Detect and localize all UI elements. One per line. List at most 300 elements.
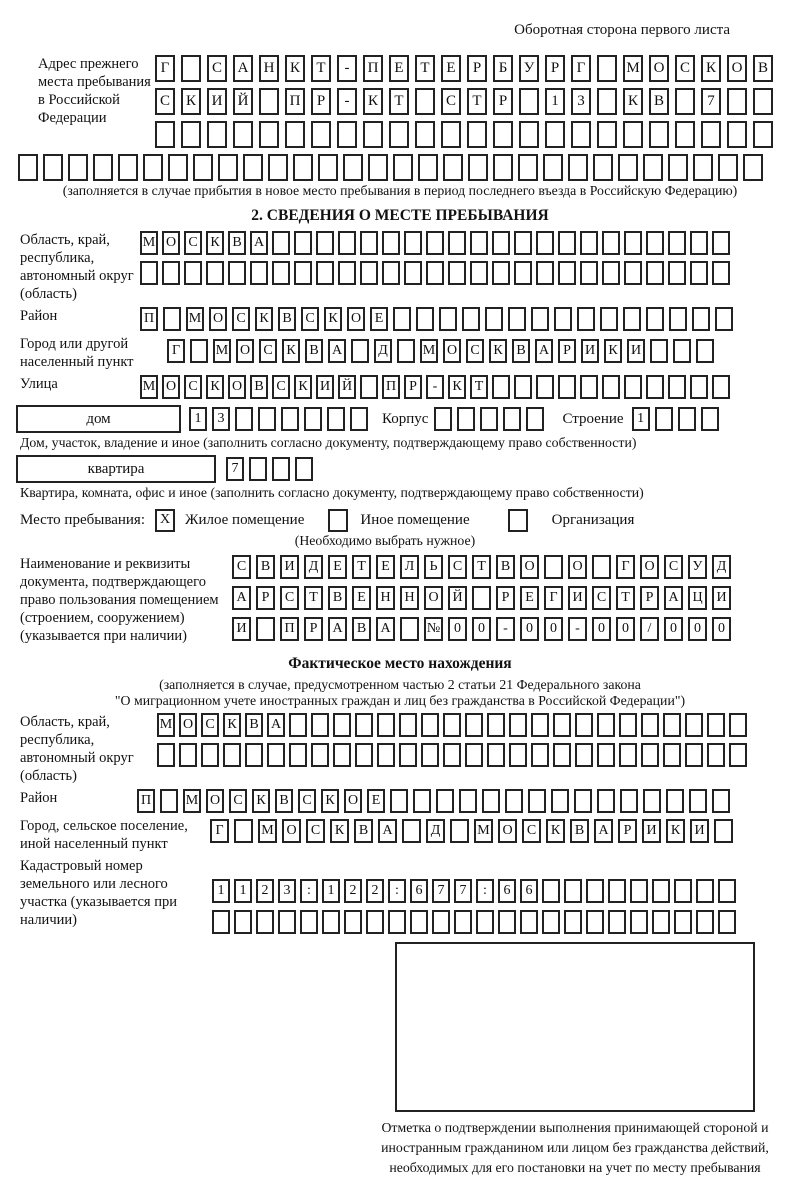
form-cell[interactable] <box>492 261 510 285</box>
form-cell[interactable]: : <box>388 879 406 903</box>
form-cell[interactable]: В <box>245 713 263 737</box>
form-cell[interactable] <box>343 154 363 181</box>
form-cell[interactable]: Т <box>470 375 488 399</box>
form-cell[interactable]: 0 <box>544 617 563 641</box>
form-cell[interactable]: 2 <box>256 879 274 903</box>
form-cell[interactable]: К <box>321 789 339 813</box>
form-cell[interactable] <box>623 307 641 331</box>
form-cell[interactable] <box>673 339 691 363</box>
form-cell[interactable] <box>646 231 664 255</box>
form-cell[interactable]: 6 <box>498 879 516 903</box>
form-cell[interactable] <box>498 910 516 934</box>
form-cell[interactable] <box>586 910 604 934</box>
form-cell[interactable] <box>454 910 472 934</box>
form-cell[interactable] <box>558 231 576 255</box>
form-cell[interactable] <box>543 154 563 181</box>
form-cell[interactable]: В <box>256 555 275 579</box>
form-cell[interactable]: М <box>157 713 175 737</box>
form-cell[interactable] <box>675 88 695 115</box>
form-cell[interactable]: 2 <box>344 879 362 903</box>
form-cell[interactable] <box>397 339 415 363</box>
form-cell[interactable]: Д <box>426 819 445 843</box>
form-cell[interactable] <box>368 154 388 181</box>
form-cell[interactable] <box>337 121 357 148</box>
form-cell[interactable] <box>574 789 592 813</box>
form-cell[interactable]: И <box>642 819 661 843</box>
form-cell[interactable] <box>316 231 334 255</box>
form-cell[interactable] <box>520 910 538 934</box>
form-cell[interactable] <box>696 339 714 363</box>
form-cell[interactable]: О <box>228 375 246 399</box>
form-cell[interactable]: К <box>285 55 305 82</box>
form-cell[interactable] <box>597 743 615 767</box>
form-cell[interactable] <box>646 307 664 331</box>
form-cell[interactable]: 0 <box>448 617 467 641</box>
form-cell[interactable]: К <box>363 88 383 115</box>
form-cell[interactable]: 3 <box>212 407 230 431</box>
form-cell[interactable] <box>536 231 554 255</box>
form-cell[interactable] <box>668 375 686 399</box>
form-cell[interactable] <box>468 154 488 181</box>
form-cell[interactable] <box>421 743 439 767</box>
form-cell[interactable]: П <box>140 307 158 331</box>
form-cell[interactable] <box>206 261 224 285</box>
form-cell[interactable] <box>228 261 246 285</box>
form-cell[interactable] <box>536 261 554 285</box>
form-cell[interactable] <box>602 261 620 285</box>
form-cell[interactable]: А <box>232 586 251 610</box>
form-cell[interactable]: 0 <box>520 617 539 641</box>
form-cell[interactable]: П <box>285 88 305 115</box>
form-cell[interactable]: А <box>233 55 253 82</box>
form-cell[interactable] <box>465 743 483 767</box>
form-cell[interactable] <box>568 154 588 181</box>
form-cell[interactable]: С <box>306 819 325 843</box>
form-cell[interactable]: А <box>267 713 285 737</box>
form-cell[interactable] <box>492 231 510 255</box>
form-cell[interactable] <box>493 121 513 148</box>
form-cell[interactable]: П <box>137 789 155 813</box>
form-cell[interactable] <box>597 789 615 813</box>
form-cell[interactable]: 1 <box>212 879 230 903</box>
checkbox-zhiloe-pomeshchenie[interactable]: X <box>155 509 175 532</box>
form-cell[interactable] <box>268 154 288 181</box>
form-cell[interactable] <box>272 261 290 285</box>
form-cell[interactable] <box>426 261 444 285</box>
form-cell[interactable] <box>714 819 733 843</box>
form-cell[interactable]: К <box>489 339 507 363</box>
form-cell[interactable]: Е <box>376 555 395 579</box>
form-cell[interactable]: С <box>664 555 683 579</box>
form-cell[interactable] <box>608 879 626 903</box>
form-cell[interactable]: С <box>675 55 695 82</box>
form-cell[interactable] <box>201 743 219 767</box>
form-cell[interactable] <box>602 231 620 255</box>
form-cell[interactable] <box>233 121 253 148</box>
form-cell[interactable] <box>443 713 461 737</box>
form-cell[interactable] <box>652 910 670 934</box>
form-cell[interactable] <box>355 713 373 737</box>
form-cell[interactable]: О <box>443 339 461 363</box>
form-cell[interactable] <box>245 743 263 767</box>
form-cell[interactable] <box>360 261 378 285</box>
form-cell[interactable] <box>618 154 638 181</box>
form-cell[interactable] <box>519 121 539 148</box>
form-cell[interactable] <box>223 743 241 767</box>
form-cell[interactable]: О <box>344 789 362 813</box>
form-cell[interactable]: 6 <box>410 879 428 903</box>
form-cell[interactable]: М <box>420 339 438 363</box>
form-cell[interactable] <box>669 307 687 331</box>
form-cell[interactable]: В <box>354 819 373 843</box>
form-cell[interactable] <box>675 121 695 148</box>
form-cell[interactable] <box>571 121 591 148</box>
form-cell[interactable] <box>597 55 617 82</box>
form-cell[interactable]: Р <box>493 88 513 115</box>
form-cell[interactable]: Е <box>367 789 385 813</box>
form-cell[interactable]: О <box>649 55 669 82</box>
form-cell[interactable] <box>344 910 362 934</box>
form-cell[interactable] <box>692 307 710 331</box>
form-cell[interactable]: П <box>382 375 400 399</box>
form-cell[interactable]: Г <box>544 586 563 610</box>
form-cell[interactable] <box>580 261 598 285</box>
form-cell[interactable] <box>518 154 538 181</box>
form-cell[interactable]: 2 <box>366 879 384 903</box>
form-cell[interactable]: У <box>519 55 539 82</box>
form-cell[interactable] <box>689 789 707 813</box>
form-cell[interactable] <box>480 407 498 431</box>
form-cell[interactable] <box>234 819 253 843</box>
form-cell[interactable] <box>285 121 305 148</box>
form-cell[interactable]: Г <box>167 339 185 363</box>
form-cell[interactable] <box>351 339 369 363</box>
form-cell[interactable]: В <box>352 617 371 641</box>
form-cell[interactable]: К <box>666 819 685 843</box>
form-cell[interactable]: Р <box>304 617 323 641</box>
form-cell[interactable] <box>715 307 733 331</box>
form-cell[interactable] <box>243 154 263 181</box>
form-cell[interactable]: С <box>298 789 316 813</box>
form-cell[interactable] <box>630 910 648 934</box>
form-cell[interactable] <box>655 407 673 431</box>
form-cell[interactable] <box>256 617 275 641</box>
form-cell[interactable] <box>168 154 188 181</box>
form-cell[interactable] <box>400 617 419 641</box>
form-cell[interactable]: А <box>378 819 397 843</box>
form-cell[interactable]: К <box>546 819 565 843</box>
form-cell[interactable] <box>377 743 395 767</box>
form-cell[interactable] <box>551 789 569 813</box>
form-cell[interactable]: И <box>207 88 227 115</box>
form-cell[interactable] <box>462 307 480 331</box>
form-cell[interactable]: Г <box>210 819 229 843</box>
form-cell[interactable]: И <box>712 586 731 610</box>
form-cell[interactable]: А <box>535 339 553 363</box>
form-cell[interactable]: С <box>155 88 175 115</box>
form-cell[interactable]: П <box>280 617 299 641</box>
form-cell[interactable]: Й <box>233 88 253 115</box>
form-cell[interactable]: О <box>162 231 180 255</box>
form-cell[interactable]: Р <box>256 586 275 610</box>
form-cell[interactable] <box>577 307 595 331</box>
form-cell[interactable] <box>272 231 290 255</box>
form-cell[interactable] <box>575 743 593 767</box>
form-cell[interactable]: Е <box>520 586 539 610</box>
form-cell[interactable]: Р <box>496 586 515 610</box>
form-cell[interactable]: А <box>664 586 683 610</box>
form-cell[interactable] <box>727 121 747 148</box>
form-cell[interactable] <box>450 819 469 843</box>
form-cell[interactable] <box>729 743 747 767</box>
form-cell[interactable] <box>646 375 664 399</box>
form-cell[interactable]: О <box>347 307 365 331</box>
form-cell[interactable] <box>272 457 290 481</box>
form-cell[interactable]: - <box>496 617 515 641</box>
form-cell[interactable] <box>707 713 725 737</box>
form-cell[interactable]: О <box>498 819 517 843</box>
form-cell[interactable]: Е <box>328 555 347 579</box>
form-cell[interactable] <box>696 879 714 903</box>
form-cell[interactable] <box>289 713 307 737</box>
form-cell[interactable]: 3 <box>571 88 591 115</box>
form-cell[interactable]: С <box>229 789 247 813</box>
form-cell[interactable] <box>619 713 637 737</box>
form-cell[interactable] <box>278 910 296 934</box>
form-cell[interactable] <box>333 713 351 737</box>
form-cell[interactable] <box>143 154 163 181</box>
form-cell[interactable]: 7 <box>226 457 244 481</box>
form-cell[interactable] <box>743 154 763 181</box>
form-cell[interactable]: 1 <box>234 879 252 903</box>
form-cell[interactable] <box>663 713 681 737</box>
form-cell[interactable]: Р <box>618 819 637 843</box>
form-cell[interactable]: С <box>232 555 251 579</box>
form-cell[interactable] <box>531 307 549 331</box>
form-cell[interactable] <box>509 713 527 737</box>
form-cell[interactable] <box>701 407 719 431</box>
form-cell[interactable] <box>505 789 523 813</box>
form-cell[interactable]: М <box>213 339 231 363</box>
form-cell[interactable]: - <box>568 617 587 641</box>
form-cell[interactable]: С <box>201 713 219 737</box>
form-cell[interactable]: К <box>448 375 466 399</box>
form-cell[interactable]: - <box>337 88 357 115</box>
form-cell[interactable] <box>674 910 692 934</box>
form-cell[interactable] <box>304 407 322 431</box>
form-cell[interactable] <box>597 121 617 148</box>
form-cell[interactable] <box>157 743 175 767</box>
form-cell[interactable] <box>624 231 642 255</box>
form-cell[interactable] <box>235 407 253 431</box>
form-cell[interactable]: А <box>328 339 346 363</box>
form-cell[interactable] <box>184 261 202 285</box>
form-cell[interactable] <box>476 910 494 934</box>
form-cell[interactable] <box>193 154 213 181</box>
form-cell[interactable] <box>712 261 730 285</box>
form-cell[interactable]: О <box>424 586 443 610</box>
form-cell[interactable] <box>600 307 618 331</box>
form-cell[interactable] <box>426 231 444 255</box>
form-cell[interactable] <box>250 261 268 285</box>
form-cell[interactable]: М <box>186 307 204 331</box>
form-cell[interactable] <box>707 743 725 767</box>
form-cell[interactable] <box>311 121 331 148</box>
form-cell[interactable]: П <box>363 55 383 82</box>
form-cell[interactable] <box>643 789 661 813</box>
form-cell[interactable] <box>418 154 438 181</box>
form-cell[interactable]: Е <box>389 55 409 82</box>
form-cell[interactable] <box>608 910 626 934</box>
form-cell[interactable]: В <box>228 231 246 255</box>
form-cell[interactable] <box>382 261 400 285</box>
form-cell[interactable]: К <box>294 375 312 399</box>
form-cell[interactable]: 1 <box>322 879 340 903</box>
form-cell[interactable] <box>643 154 663 181</box>
form-cell[interactable]: С <box>272 375 290 399</box>
form-cell[interactable]: 1 <box>189 407 207 431</box>
form-cell[interactable]: И <box>627 339 645 363</box>
form-cell[interactable] <box>421 713 439 737</box>
form-cell[interactable]: 0 <box>472 617 491 641</box>
form-cell[interactable] <box>410 910 428 934</box>
form-cell[interactable]: С <box>592 586 611 610</box>
form-cell[interactable] <box>485 307 503 331</box>
form-cell[interactable] <box>623 121 643 148</box>
form-cell[interactable]: 0 <box>616 617 635 641</box>
form-cell[interactable] <box>448 261 466 285</box>
form-cell[interactable]: М <box>623 55 643 82</box>
form-cell[interactable]: К <box>206 231 224 255</box>
form-cell[interactable] <box>377 713 395 737</box>
form-cell[interactable]: Е <box>441 55 461 82</box>
form-cell[interactable] <box>140 261 158 285</box>
form-cell[interactable] <box>690 261 708 285</box>
form-cell[interactable] <box>580 375 598 399</box>
form-cell[interactable] <box>592 555 611 579</box>
form-cell[interactable] <box>575 713 593 737</box>
form-cell[interactable] <box>68 154 88 181</box>
form-cell[interactable] <box>311 743 329 767</box>
form-cell[interactable] <box>389 121 409 148</box>
form-cell[interactable] <box>553 713 571 737</box>
form-cell[interactable]: 6 <box>520 879 538 903</box>
form-cell[interactable] <box>181 121 201 148</box>
form-cell[interactable] <box>179 743 197 767</box>
form-cell[interactable] <box>259 121 279 148</box>
form-cell[interactable] <box>641 743 659 767</box>
checkbox-organizatsiya[interactable] <box>508 509 528 532</box>
form-cell[interactable]: А <box>328 617 347 641</box>
form-cell[interactable] <box>649 121 669 148</box>
form-cell[interactable]: И <box>581 339 599 363</box>
form-cell[interactable] <box>508 307 526 331</box>
form-cell[interactable] <box>327 407 345 431</box>
form-cell[interactable] <box>554 307 572 331</box>
form-cell[interactable]: М <box>140 375 158 399</box>
form-cell[interactable] <box>545 121 565 148</box>
form-cell[interactable] <box>487 713 505 737</box>
form-cell[interactable] <box>674 879 692 903</box>
form-cell[interactable] <box>118 154 138 181</box>
form-cell[interactable]: А <box>250 231 268 255</box>
form-cell[interactable] <box>531 743 549 767</box>
form-cell[interactable]: № <box>424 617 443 641</box>
form-cell[interactable] <box>666 789 684 813</box>
form-cell[interactable]: М <box>258 819 277 843</box>
form-cell[interactable] <box>678 407 696 431</box>
form-cell[interactable] <box>492 375 510 399</box>
form-cell[interactable] <box>402 819 421 843</box>
form-cell[interactable] <box>753 88 773 115</box>
form-cell[interactable] <box>620 789 638 813</box>
form-cell[interactable]: С <box>259 339 277 363</box>
form-cell[interactable] <box>472 586 491 610</box>
form-cell[interactable]: С <box>301 307 319 331</box>
form-cell[interactable]: С <box>280 586 299 610</box>
form-cell[interactable] <box>443 743 461 767</box>
form-cell[interactable] <box>439 307 457 331</box>
form-cell[interactable] <box>399 713 417 737</box>
form-cell[interactable]: - <box>426 375 444 399</box>
form-cell[interactable] <box>404 231 422 255</box>
form-cell[interactable] <box>457 407 475 431</box>
form-cell[interactable]: Б <box>493 55 513 82</box>
form-cell[interactable] <box>162 261 180 285</box>
form-cell[interactable]: А <box>594 819 613 843</box>
form-cell[interactable]: Е <box>352 586 371 610</box>
form-cell[interactable] <box>300 910 318 934</box>
form-cell[interactable]: С <box>441 88 461 115</box>
form-cell[interactable]: К <box>181 88 201 115</box>
form-cell[interactable]: 0 <box>712 617 731 641</box>
form-cell[interactable] <box>259 88 279 115</box>
form-cell[interactable]: В <box>305 339 323 363</box>
form-cell[interactable] <box>544 555 563 579</box>
form-cell[interactable] <box>432 910 450 934</box>
form-cell[interactable] <box>416 307 434 331</box>
form-cell[interactable]: О <box>727 55 747 82</box>
form-cell[interactable] <box>493 154 513 181</box>
form-cell[interactable] <box>514 231 532 255</box>
form-cell[interactable]: О <box>206 789 224 813</box>
form-cell[interactable]: С <box>522 819 541 843</box>
form-cell[interactable] <box>685 713 703 737</box>
form-cell[interactable] <box>399 743 417 767</box>
form-cell[interactable] <box>393 307 411 331</box>
form-cell[interactable] <box>366 910 384 934</box>
form-cell[interactable] <box>646 261 664 285</box>
form-cell[interactable] <box>531 713 549 737</box>
form-cell[interactable]: И <box>316 375 334 399</box>
form-cell[interactable]: Н <box>376 586 395 610</box>
form-cell[interactable] <box>624 375 642 399</box>
form-cell[interactable]: Т <box>472 555 491 579</box>
form-cell[interactable]: Д <box>374 339 392 363</box>
form-cell[interactable] <box>470 231 488 255</box>
form-cell[interactable]: М <box>474 819 493 843</box>
form-cell[interactable]: Т <box>467 88 487 115</box>
form-cell[interactable]: В <box>753 55 773 82</box>
form-cell[interactable] <box>602 375 620 399</box>
form-cell[interactable] <box>690 375 708 399</box>
form-cell[interactable]: В <box>250 375 268 399</box>
form-cell[interactable] <box>690 231 708 255</box>
form-cell[interactable] <box>322 910 340 934</box>
form-cell[interactable]: 0 <box>688 617 707 641</box>
form-cell[interactable] <box>528 789 546 813</box>
form-cell[interactable] <box>267 743 285 767</box>
